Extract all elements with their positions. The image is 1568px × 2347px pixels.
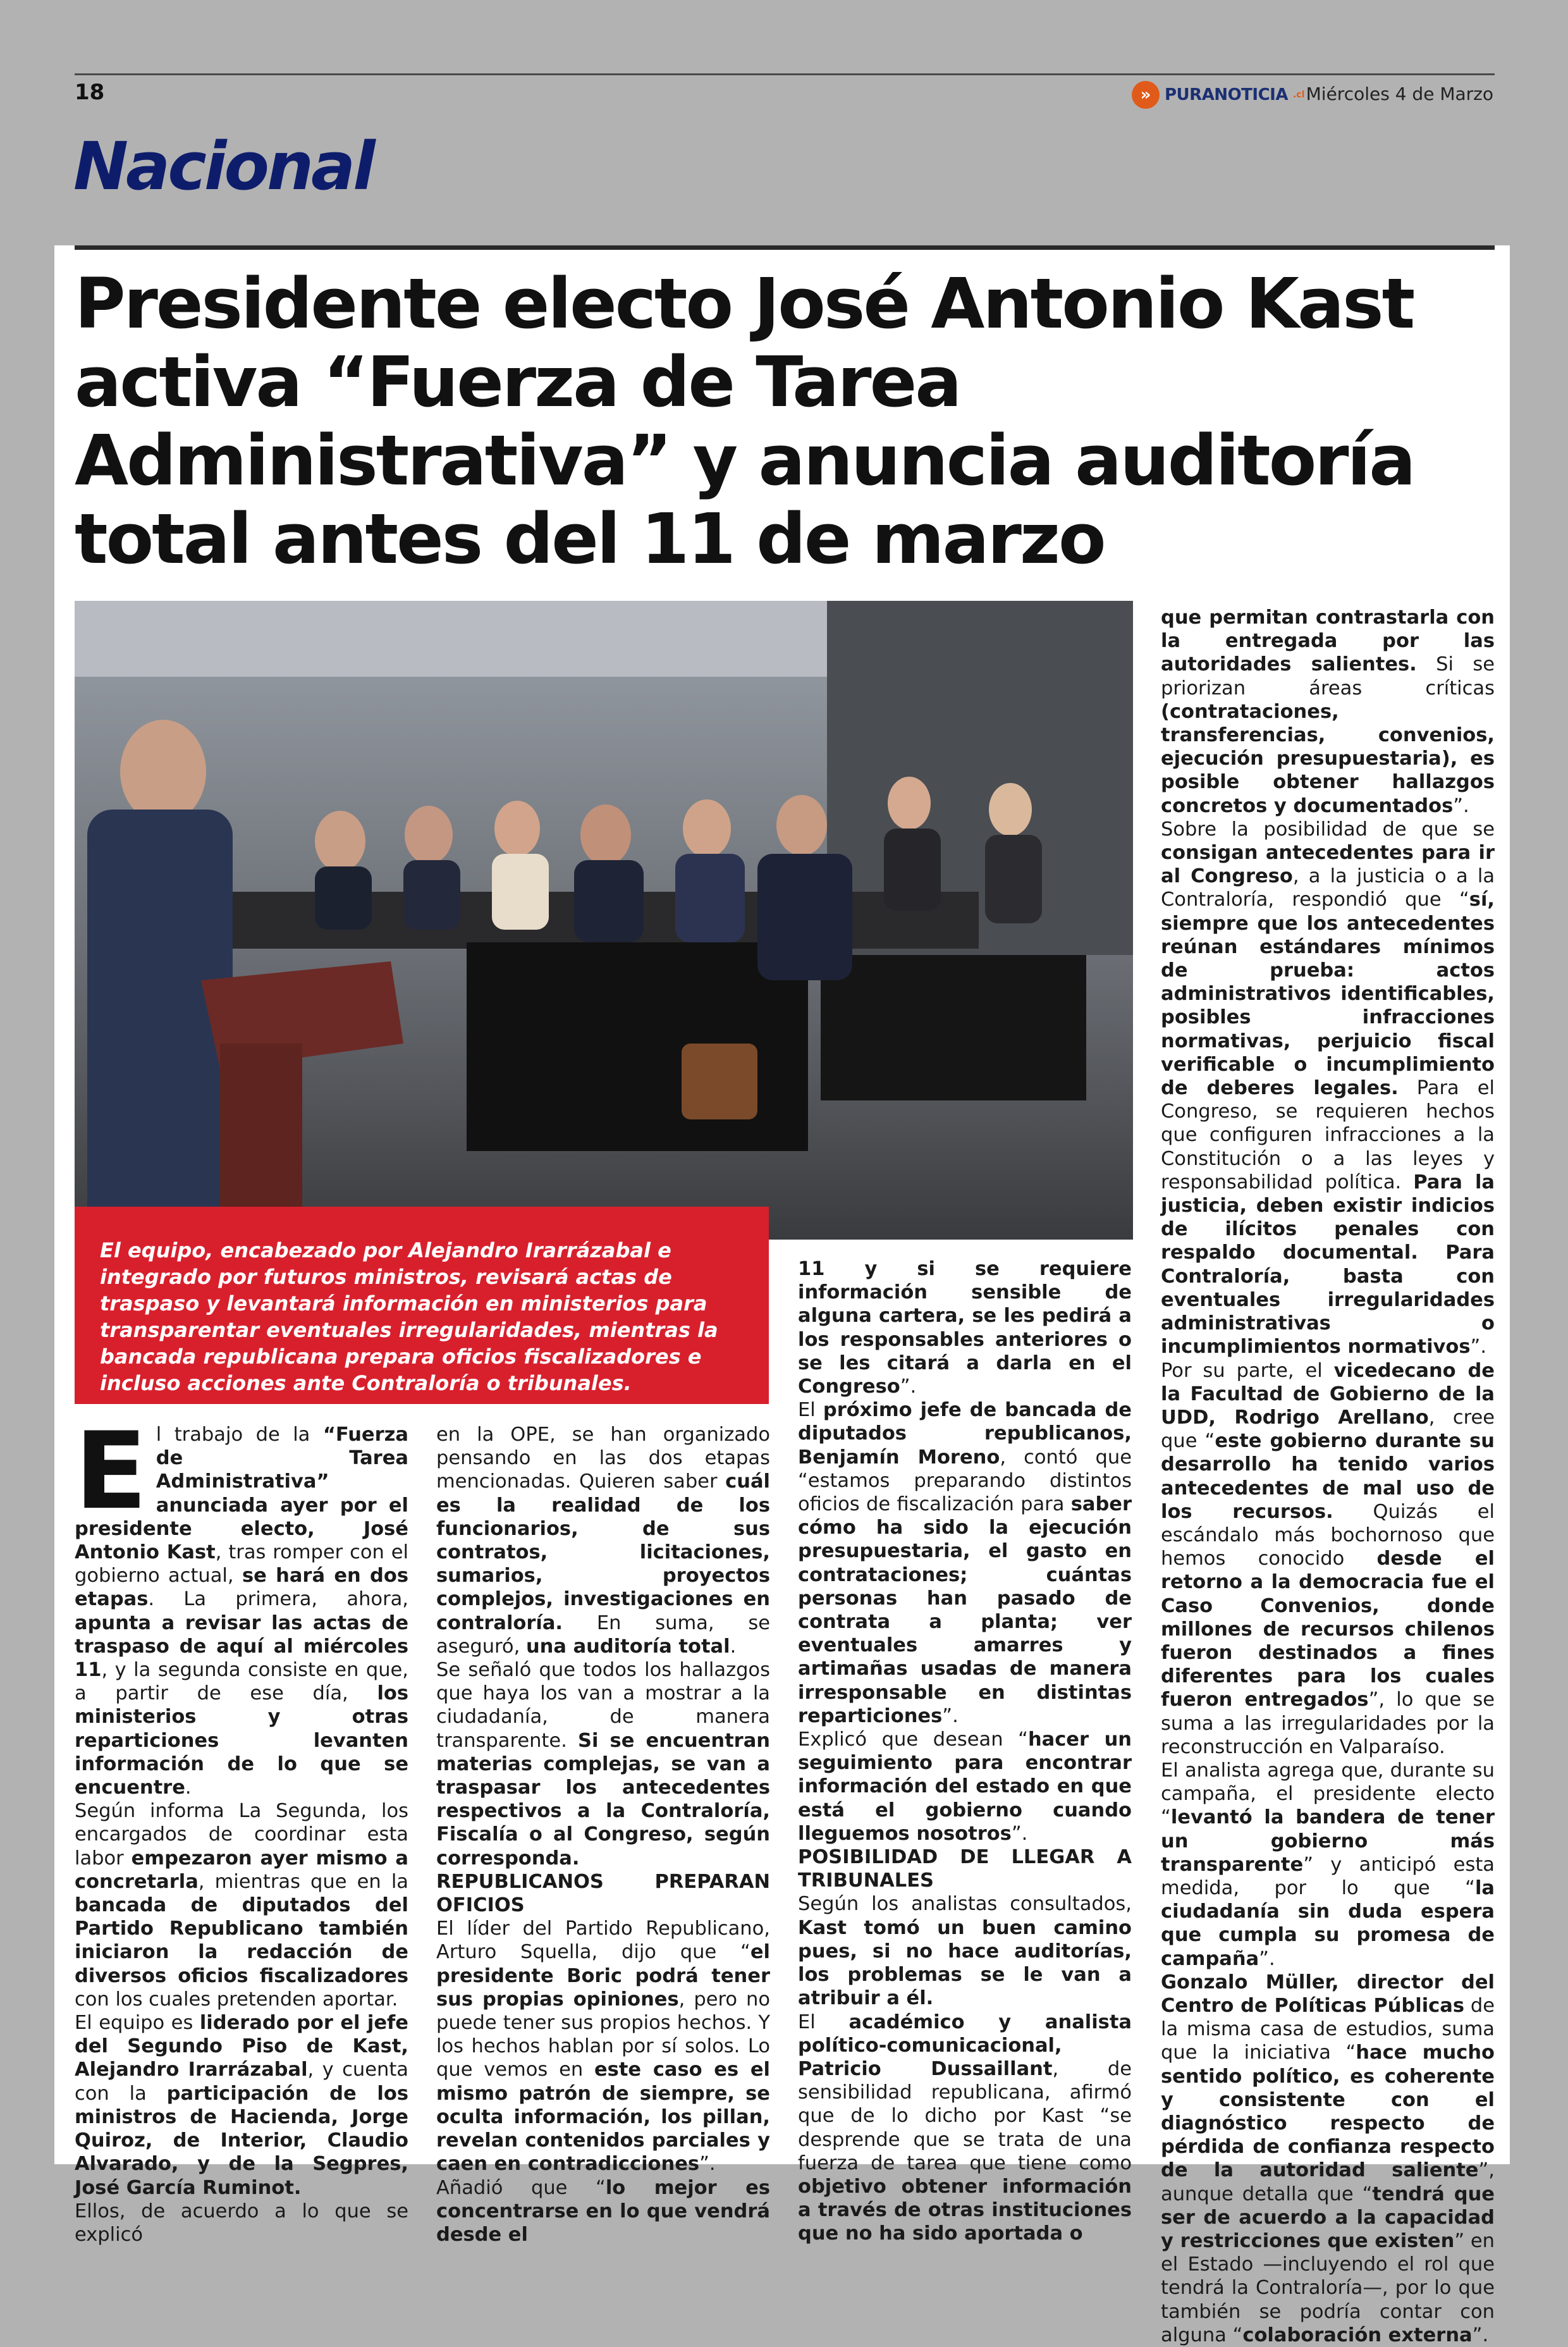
drop-cap: E <box>75 1409 147 1533</box>
text-run: , mientras que en la <box>198 1870 408 1893</box>
bold-run: Para la justicia, deben existir indicios de ilícitos penales con respaldo documental. Para Contraloría, basta con eventuales irregularidades administrativas o incumplimientos normativos <box>1161 1171 1495 1358</box>
text-run: ”. <box>1259 1947 1275 1970</box>
paragraph <box>75 2200 408 2246</box>
text-run: , cree que “ <box>1161 1406 1495 1453</box>
paragraph <box>436 1870 770 1917</box>
bold-run: consigan antecedentes para ir al Congreso <box>1161 842 1495 888</box>
bold-run: vicedecano de la Facultad de Gobierno de la UDD, Rodrigo Arellano <box>1161 1359 1495 1429</box>
paragraph <box>436 1658 770 1870</box>
bold-run: la ciudadanía sin duda espera que cumpla su promesa de campaña <box>1161 1876 1495 1970</box>
bold-run: levantó la bandera de tener un gobierno más transparente <box>1161 1806 1495 1876</box>
play-arrows-icon: » <box>1132 81 1160 109</box>
paragraph <box>75 1799 408 2011</box>
text-run: ”. <box>699 2153 716 2176</box>
text-run: , pero no puede tener sus propios hechos. Y los hechos hablan por sí solos. Lo que vemos en <box>436 1988 771 2081</box>
text-run: ”. <box>1470 1336 1487 1358</box>
text-run: ”, lo que se suma a las irregularidades por la reconstrucción en Valparaíso. <box>1161 1689 1495 1758</box>
paragraph <box>75 2011 408 2200</box>
bold-run: apunta a revisar las actas de traspaso de aquí al miércoles 11 <box>75 1611 408 1682</box>
bold-run: (contrataciones, transferencias, convenios, ejecución presupuestaria), es posible obtener hallazgos concretos y documentados <box>1161 700 1495 817</box>
text-run: , a la justicia o a la Contraloría, respondió que “ <box>1161 865 1495 911</box>
page-date: Miércoles 4 de Marzo <box>1306 83 1493 104</box>
paragraph <box>436 1917 770 2176</box>
bold-run: académico y analista político-comunicacional, Patricio Dussaillant <box>798 2011 1132 2080</box>
bold-run: bancada de diputados del Partido Republicano también iniciaron la redacción de diversos oficios fiscalizadores <box>75 1894 408 1987</box>
text-run: ” y anticipó esta medida, por lo que “ <box>1161 1853 1495 1899</box>
paragraph <box>436 1423 770 1658</box>
bold-run: tendrá que ser de acuerdo a la capacidad y restricciones que existen <box>1161 2183 1495 2253</box>
paragraph <box>798 1845 1132 1892</box>
article-column-4-text <box>1161 606 1495 2347</box>
article-column-3 <box>798 1257 1132 2246</box>
article-photo <box>75 601 1133 1240</box>
text-run: El equipo es <box>75 2012 200 2035</box>
bold-run: lo mejor es concentrarse en lo que vendrá desde el <box>436 2176 770 2246</box>
article-column-3-text <box>798 1257 1132 2246</box>
article-column-1-text <box>75 1409 409 2246</box>
text-run: , y la segunda consiste en que, a partir de ese día, <box>75 1659 408 1705</box>
text-run: con los cuales pretenden aportar. <box>75 1988 398 2011</box>
bold-run: 11 y si se requiere información sensible de alguna cartera, se les pedirá a los responsables anteriores o se les citará a darla en el Congreso <box>798 1258 1132 1398</box>
paragraph <box>1161 818 1495 1359</box>
text-run: Sobre la posibilidad de que se <box>1161 818 1495 841</box>
text-run: Para el Congreso, se requieren hechos que configuren infracciones a la Constitución o a las leyes y responsabilidad política. <box>1161 1077 1495 1193</box>
headline-rule <box>75 245 1495 250</box>
bold-run: hace mucho sentido político, es coherente y consistente con el diagnóstico respecto de pérdida de confianza respecto de la autoridad saliente <box>1161 2042 1495 2182</box>
article-column-2 <box>436 1423 770 2246</box>
bold-run: este gobierno durante su desarrollo ha tenido varios antecedentes de mal uso de los recursos. <box>1161 1430 1495 1523</box>
text-run: Ellos, de acuerdo a lo que se explicó <box>75 2200 408 2246</box>
text-run: de la misma casa de estudios, suma que la iniciativa “ <box>1161 1994 1495 2064</box>
text-run: En suma, se aseguró, <box>436 1611 770 1658</box>
text-run: , tras romper con el gobierno actual, <box>75 1541 408 1587</box>
text-run: Según los analistas consultados, <box>798 1893 1132 1916</box>
text-run: ”. <box>1011 1822 1028 1845</box>
bold-run: desde el retorno a la democracia fue el Caso Convenios, donde millones de recursos chilenos fueron destinados a fines diferentes para los cuales fueron entregados <box>1161 1548 1495 1711</box>
text-run: ”. <box>1453 794 1469 817</box>
article-column-4 <box>1161 606 1495 2347</box>
bold-run: Si se encuentran materias complejas, se van a traspasar los antecedentes respectivos a la Contraloría, Fiscalía o al Congreso, según corresponda. <box>436 1729 770 1870</box>
page-number: 18 <box>75 80 105 105</box>
paragraph <box>1161 1759 1495 1971</box>
paragraph <box>798 1398 1132 1728</box>
brand-logo[interactable] <box>1132 81 1304 109</box>
text-run: Se señaló que todos los hallazgos que haya los van a mostrar a la ciudadanía, de manera transparente. <box>436 1659 770 1752</box>
text-run: ”, aunque detalla que “ <box>1161 2159 1495 2205</box>
bold-run: “Fuerza de Tarea Administrativa” <box>156 1424 408 1493</box>
text-run: Explicó que desean “ <box>798 1728 1028 1751</box>
text-run: , y cuenta con la <box>75 2059 408 2105</box>
text-run: ” en el Estado —incluyendo el rol que tendrá la Contraloría—, por lo que también se podría contar con alguna “ <box>1161 2230 1495 2346</box>
text-run: . La primera, ahora, <box>148 1588 408 1611</box>
photo-caption <box>75 1207 769 1404</box>
bold-run: hacer un seguimiento para encontrar información del estado en que está el gobierno cuando lleguemos nosotros <box>798 1728 1132 1845</box>
text-run: . <box>185 1777 192 1799</box>
bold-run: los ministerios y otras reparticiones levanten información de lo que se encuentre <box>75 1682 408 1799</box>
paragraph <box>1161 1359 1495 1759</box>
paragraph <box>1161 606 1495 818</box>
bold-run: próximo jefe de bancada de diputados republicanos, Benjamín Moreno <box>798 1399 1132 1469</box>
bold-run: empezaron ayer mismo a concretarla <box>75 1847 409 1893</box>
text-run: , de sensibilidad republicana, afirmó que de lo dicho por Kast “se desprende que se trata de una fuerza de tarea que tiene como <box>798 2057 1132 2174</box>
text-run: Añadió que “ <box>436 2176 606 2199</box>
subheading: POSIBILIDAD DE LLEGAR A TRIBUNALES <box>798 1846 1132 1892</box>
text-run: ”. <box>942 1704 959 1727</box>
text-run: El líder del Partido Republicano, Arturo Squella, dijo que “ <box>436 1918 770 1964</box>
paragraph <box>1161 1971 1495 2347</box>
text-run: Según informa La Segunda, los encargados de coordinar esta labor <box>75 1800 408 1870</box>
subheading: REPUBLICANOS PREPARAN OFICIOS <box>436 1870 770 1917</box>
text-run: ”. <box>900 1376 917 1398</box>
text-run: ”. <box>1472 2324 1489 2346</box>
text-run: Si se priorizan áreas críticas <box>1161 653 1495 699</box>
section-title: Nacional <box>73 128 373 205</box>
bold-run: Gonzalo Müller, director del Centro de Políticas Públicas <box>1161 1971 1495 2017</box>
paragraph <box>798 1257 1132 1398</box>
text-run: , contó que “estamos preparando distintos oficios de fiscalización para <box>798 1446 1132 1516</box>
bold-run: anunciada ayer por el presidente electo, José Antonio Kast <box>75 1494 408 1564</box>
text-run: El <box>798 2011 849 2033</box>
header-rule <box>75 73 1495 75</box>
text-run: Por su parte, el <box>1161 1359 1334 1382</box>
bold-run: saber cómo ha sido la ejecución presupuestaria, el gasto en contrataciones; cuántas personas han pasado de contrata a planta; ver eventuales amarres y artimañas usadas de manera irresponsable en distintas reparticiones <box>798 1493 1132 1727</box>
text-run: Quizás el escándalo más bochornoso que hemos conocido <box>1161 1500 1495 1570</box>
bold-run: una auditoría total <box>525 1635 730 1658</box>
brand-name: PURANOTICIA <box>1165 85 1288 104</box>
bold-run: colaboración externa <box>1242 2324 1473 2346</box>
bold-run: objetivo obtener información a través de otras instituciones que no ha sido aportada o <box>798 2175 1132 2245</box>
headline: Presidente electo José Antonio Kast activa “Fuerza de Tarea Administrativa” y anuncia auditoría total antes del 11 de marzo <box>75 263 1414 579</box>
paragraph <box>798 1892 1132 2010</box>
bold-run: se hará en dos etapas <box>75 1565 408 1611</box>
bold-run: que permitan contrastarla con la entregada por las autoridades salientes. <box>1161 607 1495 676</box>
text-run: El analista agrega que, durante su campaña, el presidente electo “ <box>1161 1759 1495 1829</box>
bold-run: este caso es el mismo patrón de siempre, se oculta información, los pillan, revelan contenidos parciales y caen en contradicciones <box>436 2059 770 2176</box>
text-run: . <box>730 1635 737 1658</box>
article-column-2-text <box>436 1423 770 2246</box>
bold-run: liderado por el jefe del Segundo Piso de Kast, Alejandro Irarrázabal <box>75 2012 408 2081</box>
article-column-1 <box>75 1409 409 2246</box>
bold-run: el presidente Boric podrá tener sus propias opiniones <box>436 1941 770 2011</box>
paragraph <box>798 1728 1132 1845</box>
paragraph <box>798 2011 1132 2246</box>
paragraph <box>436 2176 770 2247</box>
bold-run: cuál es la realidad de los funcionarios, de sus contratos, licitaciones, sumarios, proyectos complejos, investigaciones en contraloría. <box>436 1470 770 1634</box>
brand-suffix: .cl <box>1292 90 1305 100</box>
photo-caption-text: El equipo, encabezado por Alejandro Irarrázabal e integrado por futuros ministros, revisará actas de traspaso y levantará información en ministerios para transparentar eventuales irregularidades, mientras la bancada republicana prepara oficios fiscalizadores e incluso acciones ante Contraloría o tribunales. <box>100 1238 718 1395</box>
text-run: l trabajo de la <box>156 1424 323 1446</box>
bold-run: participación de los ministros de Hacienda, Jorge Quiroz, de Interior, Claudio Alvarado, y de la Segpres, José García Ruminot. <box>75 2082 408 2199</box>
text-run: en la OPE, se han organizado pensando en las dos etapas mencionadas. Quieren saber <box>436 1424 770 1493</box>
text-run: El <box>798 1399 823 1422</box>
bold-run: sí, siempre que los antecedentes reúnan estándares mínimos de prueba: actos administrativos identificables, posibles infracciones normativas, perjuicio fiscal verificable o incumplimiento de deberes legales. <box>1161 889 1495 1100</box>
bold-run: Kast tomó un buen camino pues, si no hace auditorías, los problemas se le van a atribuir a él. <box>798 1916 1132 2010</box>
